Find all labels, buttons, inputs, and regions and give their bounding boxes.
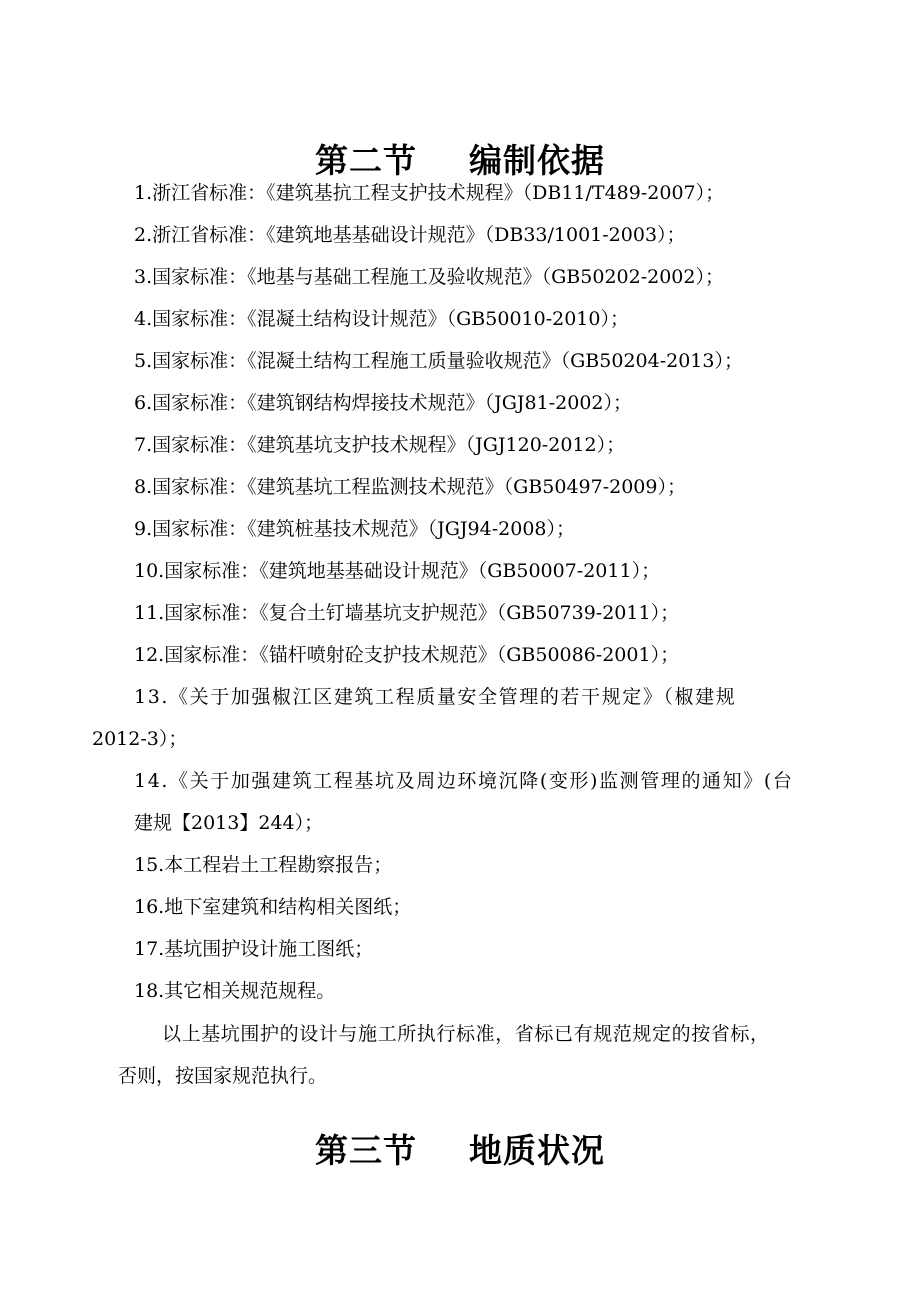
list-item: 3.国家标准：《地基与基础工程施工及验收规范》（GB50202-2002）； [134, 266, 724, 288]
list-item: 1.浙江省标准：《建筑基抗工程支护技术规程》（DB11/T489-2007）； [134, 182, 725, 204]
paragraph-line: 以上基坑围护的设计与施工所执行标准，省标已有规范规定的按省标， [162, 1023, 770, 1045]
list-item: 2.浙江省标准：《建筑地基基础设计规范》（DB33/1001-2003）； [134, 224, 686, 246]
list-item: 11.国家标准：《复合土钉墙基坑支护规范》（GB50739-2011）； [134, 602, 680, 624]
list-item: 15.本工程岩土工程勘察报告； [134, 854, 393, 876]
list-item: 4.国家标准：《混凝土结构设计规范》（GB50010-2010）； [134, 308, 629, 330]
list-item: 10.国家标准：《建筑地基基础设计规范》（GB50007-2011）； [134, 560, 661, 582]
list-item: 9.国家标准：《建筑桩基技术规范》（JGJ94-2008）； [134, 518, 575, 540]
section-title-geology [0, 1125, 920, 1172]
list-item: 6.国家标准：《建筑钢结构焊接技术规范》（JGJ81-2002）； [134, 392, 632, 414]
list-item: 7.国家标准：《建筑基坑支护技术规程》（JGJ120-2012）； [134, 434, 626, 456]
section-name: 地质状况 [469, 1131, 605, 1171]
list-item [0, 760, 920, 844]
list-item-line: 13.《关于加强椒江区建筑工程质量安全管理的若干规定》（椒建规 [134, 686, 737, 708]
closing-paragraph [0, 1013, 920, 1097]
list-item-line: 建规【2013】244）； [134, 812, 324, 834]
paragraph-line: 否则，按国家规范执行。 [118, 1065, 328, 1087]
list-item: 12.国家标准：《锚杆喷射砼支护技术规范》（GB50086-2001）； [134, 644, 680, 666]
list-item [0, 676, 920, 760]
standards-list [0, 172, 920, 1012]
list-item-line: 14.《关于加强建筑工程基坑及周边环境沉降(变形)监测管理的通知》(台 [134, 770, 794, 792]
section-number: 第三节 [315, 1131, 417, 1171]
list-item: 17.基坑围护设计施工图纸； [134, 938, 374, 960]
list-item: 8.国家标准：《建筑基坑工程监测技术规范》（GB50497-2009）； [134, 476, 686, 498]
list-item: 16.地下室建筑和结构相关图纸； [134, 896, 412, 918]
list-item: 18.其它相关规范规程。 [134, 980, 336, 1002]
section-number: 第二节 [315, 141, 417, 181]
section-name: 编制依据 [469, 141, 605, 181]
list-item: 5.国家标准：《混凝土结构工程施工质量验收规范》（GB50204-2013）； [134, 350, 743, 372]
list-item-line: 2012-3）； [92, 728, 188, 750]
